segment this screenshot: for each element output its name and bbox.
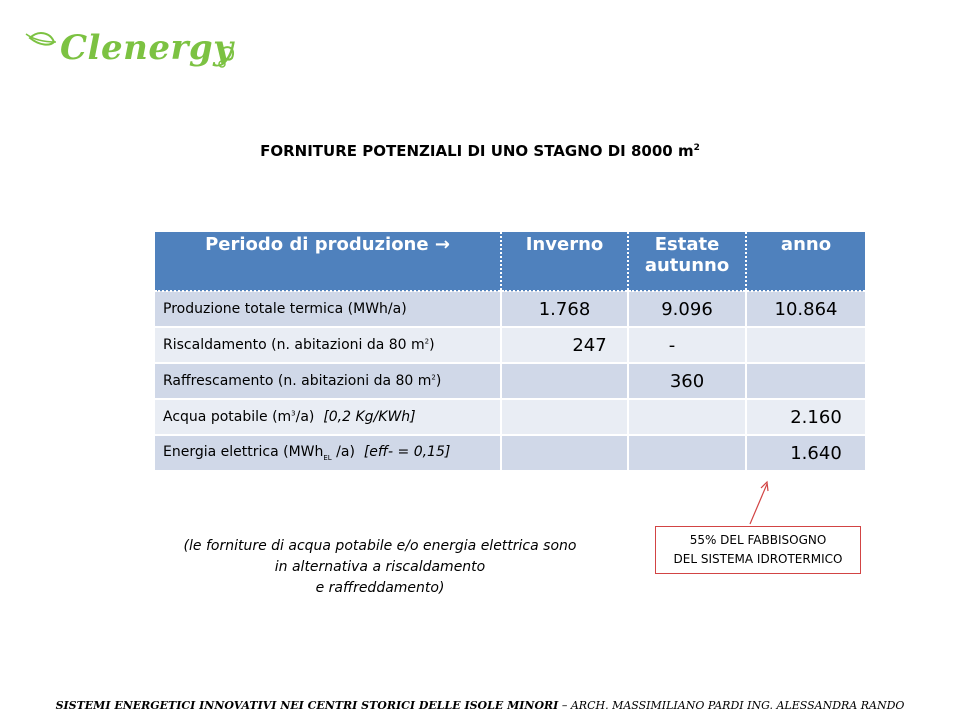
row-label	[155, 399, 501, 435]
row-label-text: Raffrescamento (n. abitazioni da 80 m	[163, 373, 432, 389]
row-label-end: )	[435, 373, 442, 389]
cell-anno	[746, 435, 865, 471]
cell-estate	[628, 363, 746, 399]
row-label-text: Energia elettrica (MWh	[163, 444, 324, 461]
cell-estate: 9.096	[628, 291, 746, 327]
cell-inverno	[501, 363, 628, 399]
cell-anno: 10.864	[746, 291, 865, 327]
cell-inverno: 1.768	[501, 291, 628, 327]
supply-table	[155, 232, 865, 472]
cell-anno-value: 1.640	[790, 442, 842, 464]
page-footer	[0, 699, 960, 712]
row-label	[155, 363, 501, 399]
note-line-3: e raffreddamento)	[315, 580, 445, 596]
cell-estate	[628, 399, 746, 435]
callout-line-1: 55% DEL FABBISOGNO	[689, 533, 827, 547]
row-label-sup: 2	[431, 373, 436, 382]
cell-inverno	[501, 399, 628, 435]
cell-anno	[746, 327, 865, 363]
row-label-text: Riscaldamento (n. abitazioni da 80 m	[163, 337, 425, 353]
cell-estate-value: 360	[669, 370, 705, 392]
row-label-end: /a)	[295, 409, 315, 425]
cell-inverno	[501, 327, 628, 363]
table-row	[155, 291, 865, 327]
cell-anno	[746, 363, 865, 399]
callout-line-2: DEL SISTEMA IDROTERMICO	[673, 552, 843, 566]
table-row	[155, 363, 865, 399]
logo-wordmark: Clenergy	[60, 28, 234, 68]
row-label-note: [0,2 Kg/KWh]	[323, 409, 416, 425]
row-label-sup: 3	[291, 409, 296, 418]
row-label	[155, 435, 501, 471]
callout-arrow	[740, 478, 780, 528]
callout-box	[655, 526, 861, 574]
cell-estate	[628, 327, 746, 363]
cell-inverno-value: 247	[572, 334, 607, 356]
footer-title: SISTEMI ENERGETICI INNOVATIVI NEI CENTRI STORICI DELLE ISOLE MINORI	[55, 699, 559, 712]
row-label-note: [eff- = 0,15]	[363, 444, 451, 461]
clenergy-logo	[24, 28, 244, 78]
row-label: Produzione totale termica (MWh/a)	[155, 291, 501, 327]
cell-anno-value: 2.160	[790, 406, 842, 428]
cell-estate-value: -	[668, 334, 676, 356]
table-row	[155, 399, 865, 435]
row-label-end: )	[429, 337, 435, 353]
title-text: FORNITURE POTENZIALI DI UNO STAGNO DI 8000 m	[260, 142, 694, 160]
row-label	[155, 327, 501, 363]
table-row	[155, 435, 865, 471]
row-label-end: /a)	[331, 444, 355, 461]
cell-inverno	[501, 435, 628, 471]
header-inverno: Inverno	[501, 232, 628, 291]
header-anno: anno	[746, 232, 865, 291]
footnote-remark	[140, 536, 620, 599]
cell-estate	[628, 435, 746, 471]
footer-authors: – ARCH. MASSIMILIANO PARDI ING. ALESSANDRA RANDO	[558, 699, 905, 712]
page-title	[0, 142, 960, 160]
table-row	[155, 327, 865, 363]
row-label-text: Acqua potabile (m	[163, 409, 292, 425]
row-label-sup: 2	[424, 337, 430, 346]
note-line-1: (le forniture di acqua potabile e/o energia elettrica sono	[183, 538, 577, 554]
row-label-sub: EL	[323, 453, 332, 462]
note-line-2: in alternativa a riscaldamento	[274, 559, 486, 575]
table-header-row	[155, 232, 865, 291]
header-periodo: Periodo di produzione →	[155, 232, 501, 291]
title-sup: 2	[693, 143, 700, 153]
header-estate: Estate autunno	[628, 232, 746, 291]
cell-anno	[746, 399, 865, 435]
